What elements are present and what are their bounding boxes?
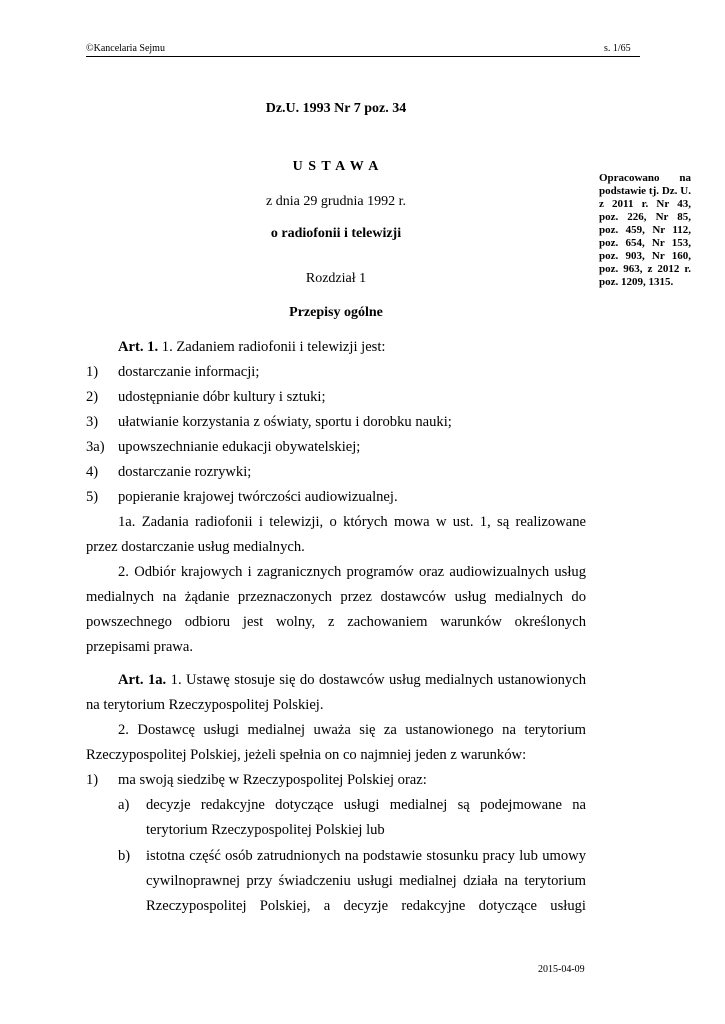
- header-source: ©Kancelaria Sejmu: [86, 43, 165, 54]
- sub-item-text: terytorium Rzeczypospolitej Polskiej lub: [146, 822, 385, 838]
- list-item-number: 1): [86, 772, 99, 788]
- list-item-text: popieranie krajowej twórczości audiowizualnej.: [118, 489, 398, 505]
- list-item-text: ma swoją siedzibę w Rzeczypospolitej Polskiej oraz:: [118, 772, 427, 788]
- art-1a-intro: [118, 672, 586, 689]
- header-divider: [86, 56, 640, 57]
- paragraph-line: 2. Dostawcę usługi medialnej uważa się za ustanowionego na terytorium: [118, 722, 586, 738]
- list-item-text: dostarczanie informacji;: [118, 364, 260, 380]
- paragraph-line: medialnych na żądanie przeznaczonych przez dostawców usług medialnych do: [86, 589, 586, 605]
- art-1a-label: Art. 1a.: [118, 672, 167, 688]
- paragraph-line: przepisami prawa.: [86, 639, 193, 655]
- list-item-number: 5): [86, 489, 99, 505]
- paragraph-line: przez dostarczanie usług medialnych.: [86, 539, 305, 555]
- page-number: s. 1/65: [604, 43, 631, 54]
- list-item-number: 4): [86, 464, 99, 480]
- consolidation-note: Opracowano na podstawie tj. Dz. U. z 2011 r. Nr 43, poz. 226, Nr 85, poz. 459, Nr 112, poz. 654, Nr 153, poz. 903, Nr 160, poz. 963, z 2012 r. poz. 1209, 1315.: [599, 172, 691, 288]
- list-item-text: dostarczanie rozrywki;: [118, 464, 252, 480]
- act-subject: o radiofonii i telewizji: [270, 226, 402, 241]
- sub-item-letter: b): [118, 848, 131, 864]
- list-item-number: 1): [86, 364, 99, 380]
- art-1-intro-text: 1. Zadaniem radiofonii i telewizji jest:: [158, 339, 386, 355]
- list-item-text: ułatwianie korzystania z oświaty, sportu i dorobku nauki;: [118, 414, 452, 430]
- paragraph-line: 2. Odbiór krajowych i zagranicznych programów oraz audiowizualnych usług: [118, 564, 586, 580]
- journal-reference: Dz.U. 1993 Nr 7 poz. 34: [265, 101, 407, 116]
- paragraph-line: 1a. Zadania radiofonii i telewizji, o których mowa w ust. 1, są realizowane: [118, 514, 586, 530]
- chapter-title: Przepisy ogólne: [289, 305, 383, 320]
- list-item-text: udostępnianie dóbr kultury i sztuki;: [118, 389, 326, 405]
- footer-date: 2015-04-09: [538, 964, 585, 975]
- act-type: U S T A W A: [292, 159, 380, 174]
- paragraph-line: Rzeczypospolitej Polskiej, jeżeli spełnia on co najmniej jeden z warunków:: [86, 747, 527, 763]
- paragraph-line: na terytorium Rzeczypospolitej Polskiej.: [86, 697, 324, 713]
- list-item-number: 3): [86, 414, 99, 430]
- sub-item-text: Rzeczypospolitej Polskiej, a decyzje redakcyjne dotyczące usługi: [146, 898, 586, 914]
- list-item-number: 2): [86, 389, 99, 405]
- sub-item-text: istotna część osób zatrudnionych na podstawie stosunku pracy lub umowy: [146, 848, 586, 864]
- art-1-label: Art. 1.: [118, 339, 159, 355]
- art-1-intro: [118, 339, 385, 356]
- chapter-number: Rozdział 1: [305, 271, 367, 286]
- sub-item-text: decyzje redakcyjne dotyczące usługi medialnej są podejmowane na: [146, 797, 586, 813]
- paragraph-line: powszechnego odbioru jest wolny, z zachowaniem warunków określonych: [86, 614, 586, 630]
- list-item-number: 3a): [86, 439, 105, 455]
- sub-item-letter: a): [118, 797, 130, 813]
- art-1a-intro-text: 1. Ustawę stosuje się do dostawców usług medialnych ustanowionych: [166, 672, 586, 688]
- list-item-text: upowszechnianie edukacji obywatelskiej;: [118, 439, 361, 455]
- sub-item-text: cywilnoprawnej przy świadczeniu usługi medialnej działa na terytorium: [146, 873, 586, 889]
- act-date: z dnia 29 grudnia 1992 r.: [266, 194, 406, 209]
